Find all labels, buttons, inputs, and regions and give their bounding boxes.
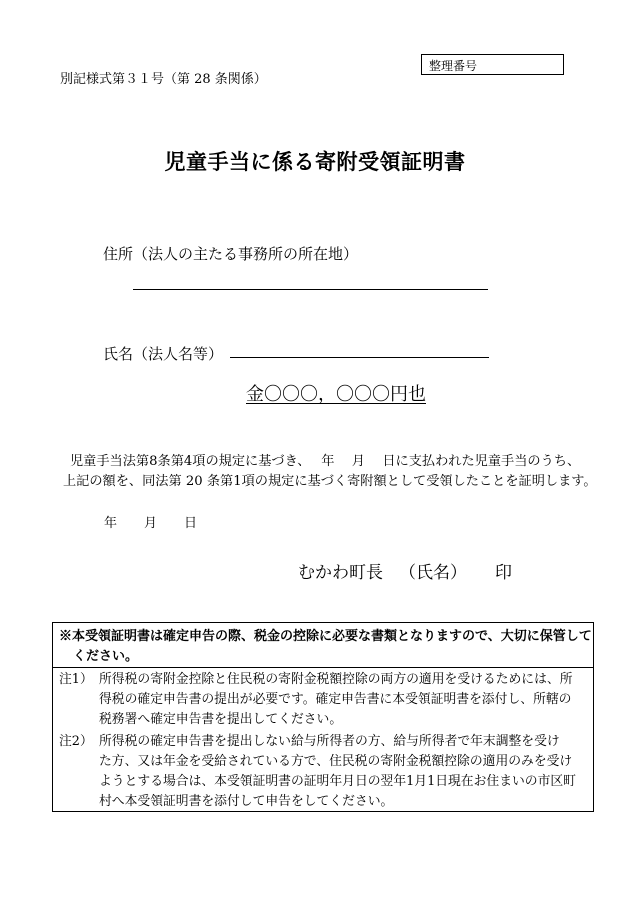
mayor-title: むかわ町長 [298,563,383,583]
notice-heading-line-1: ※本受領証明書は確定申告の際、税金の控除に必要な書類となりますので、大切に保管して [59,629,592,644]
note-1-line: 得税の確定申告書の提出が必要です。確定申告書に本受領証明書を添付し、所轄の [99,692,572,707]
note-2-line: た方、又は年金を受給されている方で、住民税の寄附金税額控除の適用のみを受け [99,754,573,769]
notice-box [52,622,594,812]
note-2-line: 所得税の確定申告書を提出しない給与所得者の方、給与所得者で年末調整を受け [99,734,560,749]
name-underline [230,357,489,358]
reference-number-box [421,54,564,75]
certification-text [63,452,597,492]
document-title: 児童手当に係る寄附受領証明書 [164,149,466,174]
note-2-line: 村へ本受領証明書を添付して申告をしてください。 [99,794,394,809]
reference-number-label: 整理番号 [429,59,478,73]
certification-line-1: 児童手当法第8条第4項の規定に基づき、 年 月 日に支払われた児童手当のうち、 [70,454,581,469]
address-underline [133,289,488,290]
address-label: 住所（法人の主たる事務所の所在地） [103,245,359,263]
note-2 [59,732,587,812]
note-1-line: 所得税の寄附金控除と住民税の寄附金税額控除の両方の適用を受けるためには、所 [99,672,573,687]
note-1 [59,670,587,730]
seal-mark: 印 [495,563,512,583]
note-2-label: 注2） [59,734,93,749]
date-month: 月 [144,516,158,531]
date-day: 日 [184,516,198,531]
notice-heading-line-2: ください。 [73,649,139,664]
note-1-line: 税務署へ確定申告書を提出してください。 [99,712,343,727]
form-number: 別記様式第３１号（第 28 条関係） [60,72,267,87]
date-year: 年 [104,516,118,531]
notice-heading [59,627,592,667]
donation-amount: 金〇〇〇，〇〇〇円也 [246,384,426,405]
notice-divider [53,667,593,668]
issue-date [104,512,224,531]
mayor-signature [298,558,512,583]
note-1-label: 注1） [59,672,93,687]
mayor-name-placeholder: （氏名） [399,563,467,583]
note-2-line: ようとする場合は、本受領証明書の証明年月日の翌年1月1日現在お住まいの市区町 [99,774,576,789]
name-label: 氏名（法人名等） [103,345,224,363]
certification-line-2: 上記の額を、同法第 20 条第1項の規定に基づく寄附額として受領したことを証明します。 [63,474,597,489]
